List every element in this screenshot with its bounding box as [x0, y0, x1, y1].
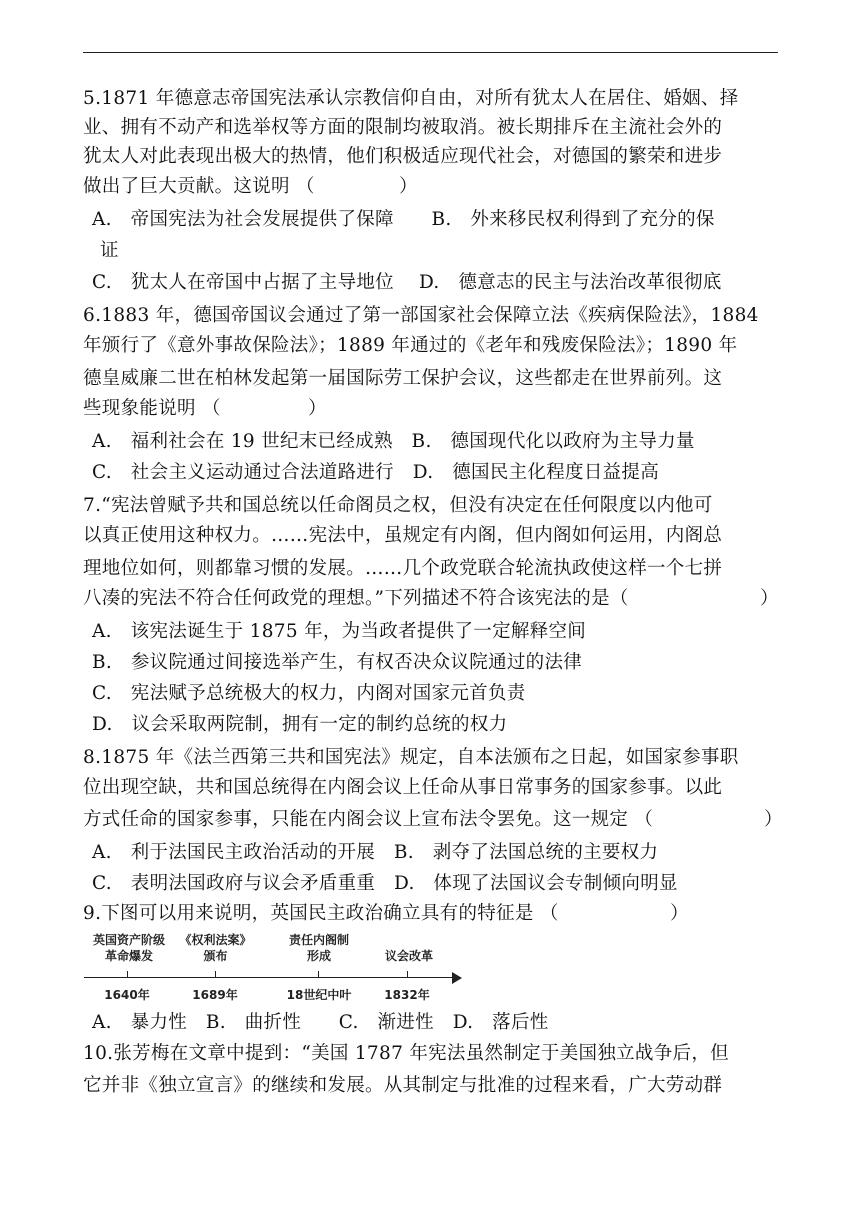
q5-option-cd: C. 犹太人在帝国中占据了主导地位 D. 德意志的民主与法治改革很彻底 [92, 272, 722, 293]
timeline-event-1-label-bottom: 革命爆发 [104, 949, 153, 963]
timeline-event-3-label-bottom: 形成 [306, 949, 331, 963]
q6-line-1: 6.1883 年，德国帝国议会通过了第一部国家社会保障立法《疾病保险法》，1884 [83, 305, 759, 326]
q7-option-c: C. 宪法赋予总统极大的权力，内阁对国家元首负责 [92, 683, 526, 704]
timeline-year-3: 18世纪中叶 [286, 988, 352, 1002]
q8-line-1: 8.1875 年《法兰西第三共和国宪法》规定，自本法颁布之日起，如国家参事职 [83, 747, 739, 768]
timeline-event-3-label-top: 责任内阁制 [288, 933, 349, 947]
q7-answer-close: ） [760, 588, 779, 609]
q7-option-d: D. 议会采取两院制，拥有一定的制约总统的权力 [92, 714, 508, 735]
q6-line-4: 些现象能说明 （ [83, 398, 221, 419]
q9-timeline-figure [84, 930, 464, 1005]
q6-option-cd: C. 社会主义运动通过合法道路进行 D. 德国民主化程度日益提高 [92, 462, 660, 483]
timeline-tick-2 [215, 971, 216, 977]
timeline-event-1-label-top: 英国资产阶级 [92, 933, 165, 947]
q7-line-4: 八凑的宪法不符合任何政党的理想。”下列描述不符合该宪法的是（ [83, 588, 629, 609]
q7-option-b: B. 参议院通过间接选举产生，有权否决众议院通过的法律 [92, 652, 583, 673]
q6-line-3: 德皇威廉二世在柏林发起第一届国际劳工保护会议，这些都走在世界前列。这 [83, 368, 723, 389]
q9-line-1: 9.下图可以用来说明，英国民主政治确立具有的特征是 （ [83, 903, 559, 924]
timeline-event-4-label-top: 议会改革 [384, 949, 433, 963]
timeline-year-2: 1689年 [192, 988, 238, 1002]
q10-line-1: 10.张芳梅在文章中提到：“美国 1787 年宪法虽然制定于美国独立战争后，但 [83, 1043, 729, 1064]
q5-line-2: 业、拥有不动产和选举权等方面的限制均被取消。被长期排斥在主流社会外的 [83, 117, 723, 138]
q6-option-ab: A. 福利社会在 19 世纪末已经成熟 B. 德国现代化以政府为主导力量 [92, 431, 695, 452]
q9-answer-close: ） [670, 903, 689, 924]
q6-line-2: 年颁行了《意外事故保险法》；1889 年通过的《老年和残废保险法》；1890 年 [83, 335, 738, 356]
q5-option-ab: A. 帝国宪法为社会发展提供了保障 B. 外来移民权利得到了充分的保 [92, 209, 715, 230]
q8-line-2: 位出现空缺，共和国总统得在内阁会议上任命从事日常事务的国家参事。以此 [83, 777, 723, 798]
q5-line-1: 5.1871 年德意志帝国宪法承认宗教信仰自由，对所有犹太人在居住、婚姻、择 [83, 88, 739, 109]
q9-options: A. 暴力性 B. 曲折性 C. 渐进性 D. 落后性 [92, 1012, 549, 1033]
q7-line-2: 以真正使用这种权力。……宪法中，虽规定有内阁，但内阁如何运用，内阁总 [83, 525, 723, 546]
q8-option-ab: A. 利于法国民主政治活动的开展 B. 剥夺了法国总统的主要权力 [92, 842, 659, 863]
timeline-arrow-head [452, 972, 462, 984]
timeline-tick-1 [127, 971, 128, 977]
timeline-event-2-label-top: 《权利法案》 [179, 933, 252, 947]
q8-line-3: 方式任命的国家参事，只能在内阁会议上宣布法令罢免。这一规定 （ [83, 809, 654, 830]
q6-answer-close: ） [308, 398, 327, 419]
timeline-event-2-label-bottom: 颁布 [203, 949, 228, 963]
timeline-tick-3 [318, 971, 319, 977]
q7-option-a: A. 该宪法诞生于 1875 年，为当政者提供了一定解释空间 [92, 621, 587, 642]
q5-line-3: 犹太人对此表现出极大的热情，他们积极适应现代社会，对德国的繁荣和进步 [83, 146, 723, 167]
q7-line-3: 理地位如何，则都靠习惯的发展。……几个政党联合轮流执政使这样一个七拼 [83, 558, 723, 579]
q7-line-1: 7.“宪法曾赋予共和国总统以任命阁员之权，但没有决定在任何限度以内他可 [83, 495, 713, 516]
q5-line-4: 做出了巨大贡献。这说明 （ [83, 176, 315, 197]
timeline-tick-4 [407, 971, 408, 977]
q5-option-b-cont: 证 [100, 240, 119, 261]
q8-option-cd: C. 表明法国政府与议会矛盾重重 D. 体现了法国议会专制倾向明显 [92, 873, 678, 894]
header-rule [83, 52, 778, 53]
q8-answer-close: ） [764, 809, 783, 830]
timeline-year-4: 1832年 [384, 988, 430, 1002]
timeline-year-1: 1640年 [104, 988, 150, 1002]
timeline-axis [84, 977, 454, 978]
q10-line-2: 它并非《独立宣言》的继续和发展。从其制定与批准的过程来看，广大劳动群 [83, 1075, 723, 1096]
q5-answer-close: ） [399, 176, 418, 197]
